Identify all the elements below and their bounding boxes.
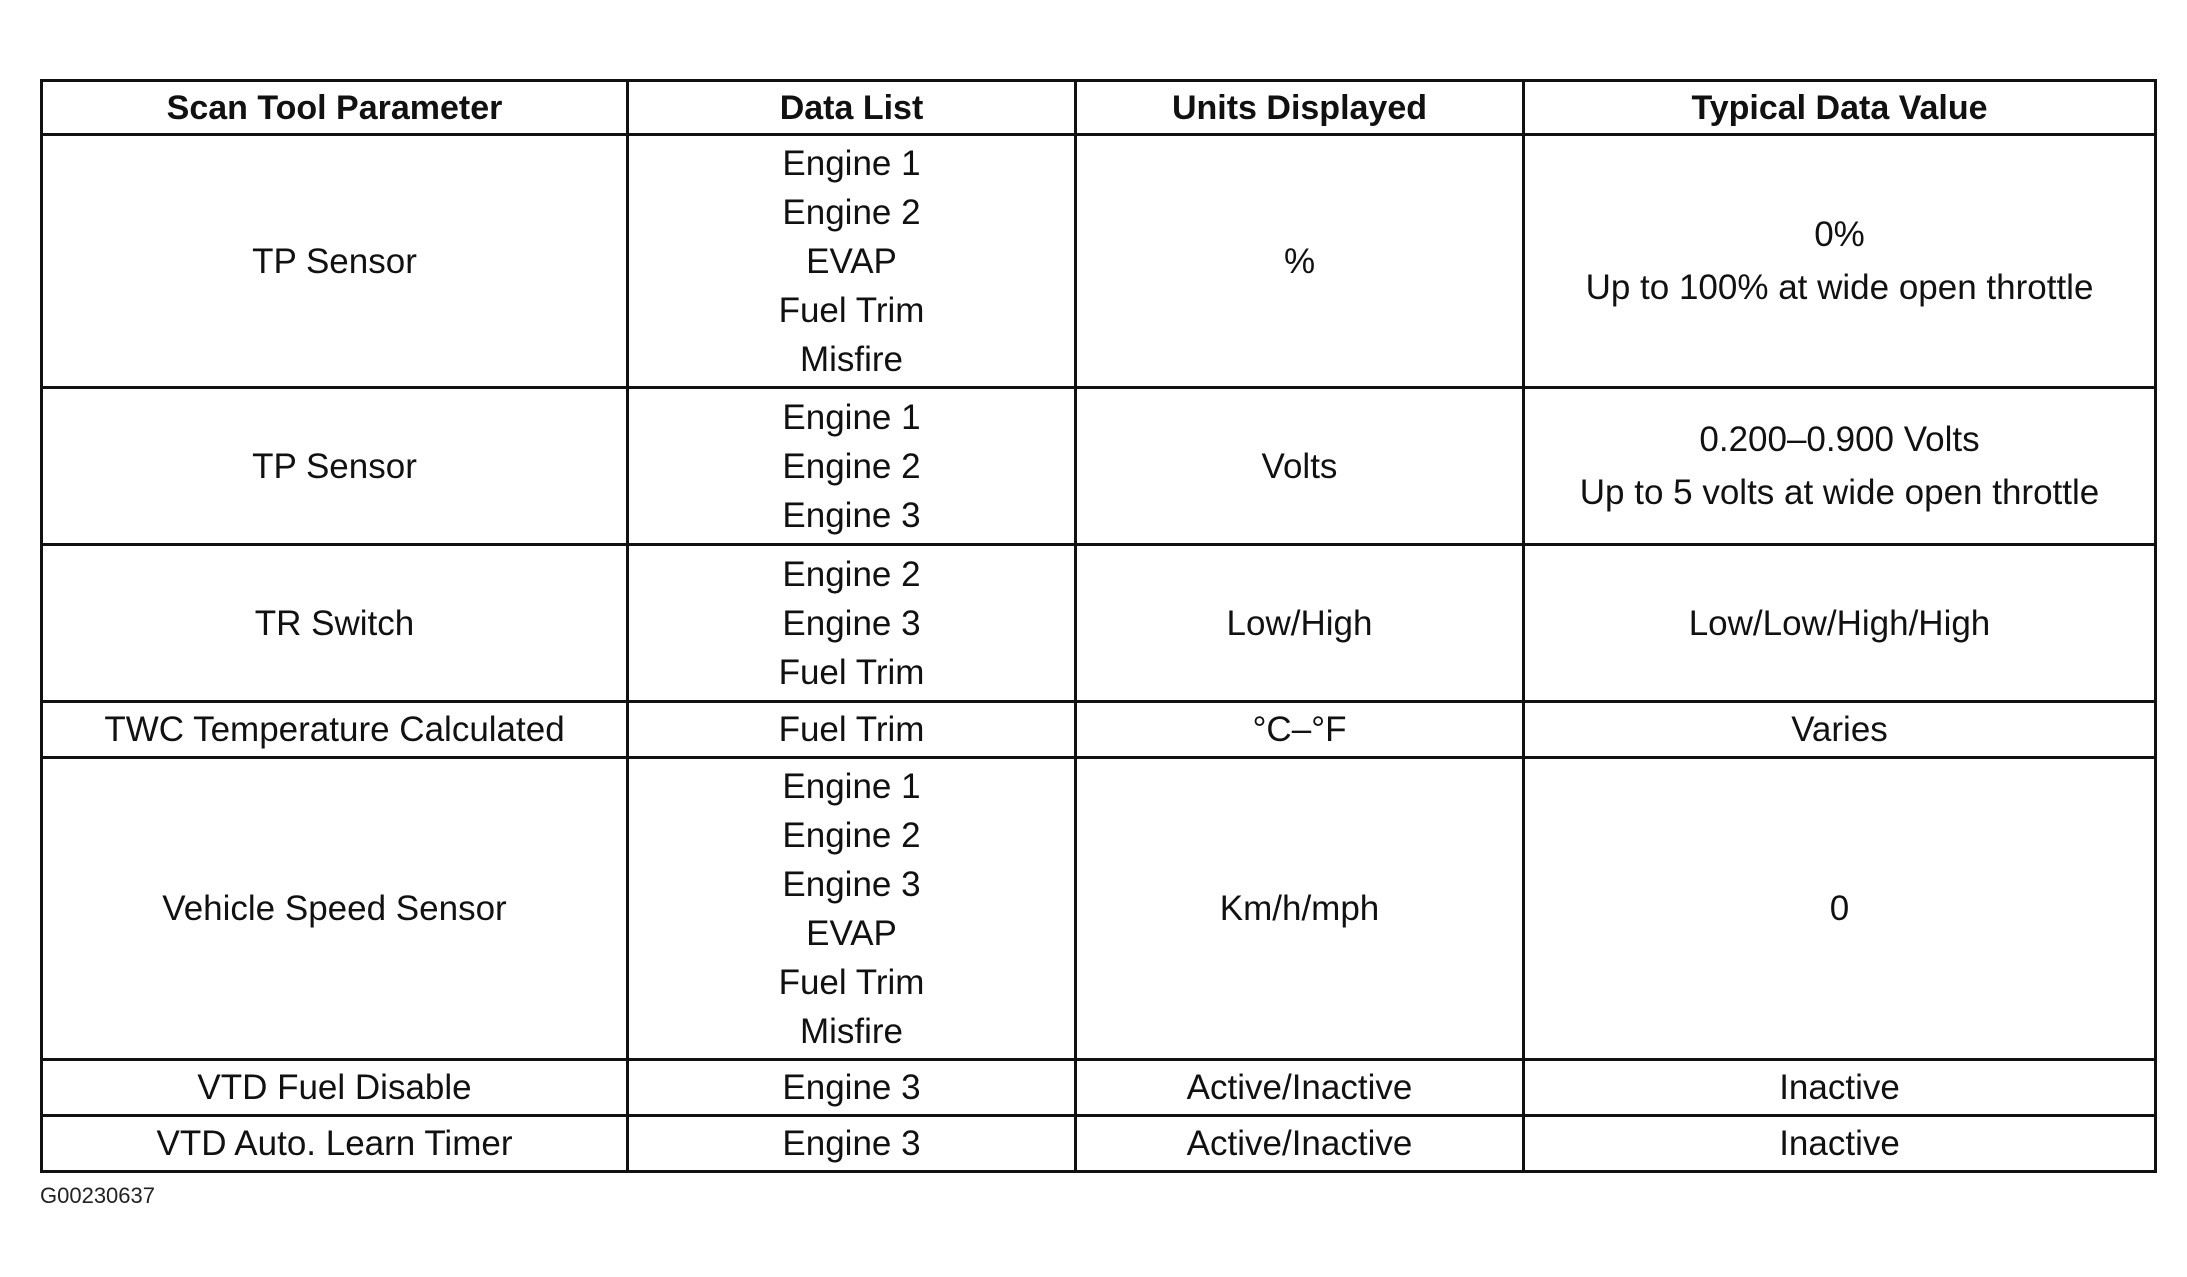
data-list-item: Engine 3	[782, 1068, 921, 1107]
data-list-item: Fuel Trim	[778, 290, 925, 330]
header-row	[42, 81, 2156, 135]
parameter-cell: Vehicle Speed Sensor	[42, 758, 628, 1060]
typical-value-cell	[1524, 135, 2156, 388]
typical-value-line: Varies	[1791, 710, 1888, 749]
data-list-item: Fuel Trim	[778, 710, 925, 749]
data-list-item: Fuel Trim	[778, 652, 925, 692]
table-row	[42, 758, 2156, 1060]
data-list-item: Engine 1	[782, 397, 921, 437]
typical-value-cell	[1524, 545, 2156, 702]
data-list-item: Misfire	[799, 1011, 904, 1051]
table-row	[42, 1116, 2156, 1172]
data-list-item: Misfire	[799, 339, 904, 379]
typical-value-cell	[1524, 758, 2156, 1060]
data-list-cell	[628, 1116, 1076, 1172]
data-list-item: Engine 3	[782, 864, 921, 904]
typical-value-line: Inactive	[1779, 1068, 1900, 1107]
parameter-cell: VTD Auto. Learn Timer	[42, 1116, 628, 1172]
units-cell: Low/High	[1076, 545, 1524, 702]
typical-value-line: 0%	[1814, 215, 1865, 254]
units-cell: Volts	[1076, 388, 1524, 545]
table-row	[42, 702, 2156, 758]
parameter-cell: VTD Fuel Disable	[42, 1060, 628, 1116]
units-cell: Active/Inactive	[1076, 1060, 1524, 1116]
data-list-cell	[628, 702, 1076, 758]
typical-value-line: 0	[1829, 889, 1850, 928]
parameter-cell: TP Sensor	[42, 388, 628, 545]
typical-value-cell	[1524, 1060, 2156, 1116]
typical-value-line: Inactive	[1779, 1124, 1900, 1163]
data-list-item: Engine 3	[782, 603, 921, 643]
typical-value-line: Up to 5 volts at wide open throttle	[1579, 473, 2100, 512]
units-cell: %	[1076, 135, 1524, 388]
parameter-cell: TP Sensor	[42, 135, 628, 388]
parameter-cell: TR Switch	[42, 545, 628, 702]
data-list-item: EVAP	[806, 241, 897, 281]
table-row	[42, 388, 2156, 545]
table-row	[42, 1060, 2156, 1116]
header-data-list: Data List	[628, 81, 1076, 135]
data-list-item: Engine 3	[782, 1124, 921, 1163]
data-list-item: EVAP	[806, 913, 897, 953]
units-cell: °C–°F	[1076, 702, 1524, 758]
data-list-item: Engine 1	[782, 143, 921, 183]
data-list-cell	[628, 1060, 1076, 1116]
figure-id-label: G00230637	[40, 1183, 155, 1208]
data-list-item: Engine 2	[782, 815, 921, 855]
data-list-item: Fuel Trim	[778, 962, 925, 1002]
typical-value-line: Low/Low/High/High	[1688, 603, 1991, 643]
header-parameter: Scan Tool Parameter	[42, 81, 628, 135]
parameter-cell: TWC Temperature Calculated	[42, 702, 628, 758]
header-units: Units Displayed	[1076, 81, 1524, 135]
data-list-item: Engine 2	[782, 554, 921, 594]
table-row	[42, 135, 2156, 388]
data-list-cell	[628, 758, 1076, 1060]
data-list-cell	[628, 388, 1076, 545]
typical-value-line: Up to 100% at wide open throttle	[1585, 268, 2094, 307]
typical-value-cell	[1524, 702, 2156, 758]
units-cell: Km/h/mph	[1076, 758, 1524, 1060]
typical-value-cell	[1524, 1116, 2156, 1172]
data-list-item: Engine 2	[782, 446, 921, 486]
typical-value-line: 0.200–0.900 Volts	[1699, 420, 1980, 459]
data-list-item: Engine 1	[782, 766, 921, 806]
data-list-cell	[628, 135, 1076, 388]
data-list-cell	[628, 545, 1076, 702]
units-cell: Active/Inactive	[1076, 1116, 1524, 1172]
header-typical-value: Typical Data Value	[1524, 81, 2156, 135]
scan-tool-parameter-table	[40, 79, 2157, 1173]
typical-value-cell	[1524, 388, 2156, 545]
table-row	[42, 545, 2156, 702]
data-list-item: Engine 3	[782, 495, 921, 535]
data-list-item: Engine 2	[782, 192, 921, 232]
